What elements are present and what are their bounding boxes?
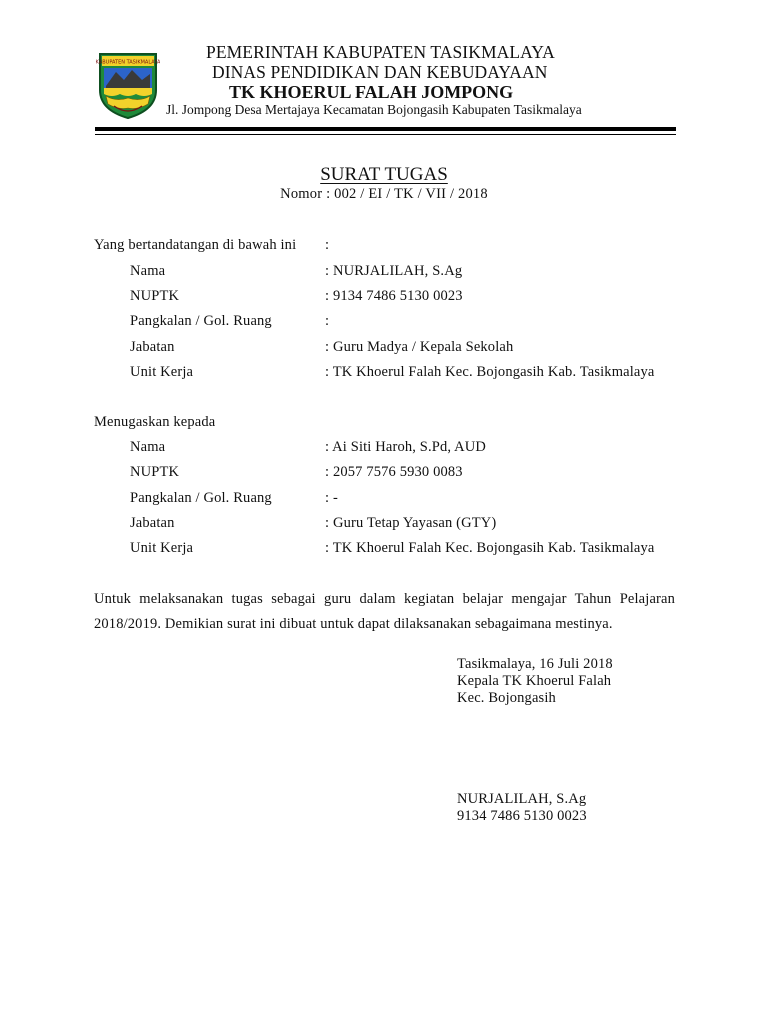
letterhead-address: Jl. Jompong Desa Mertajaya Kecamatan Bojongasih Kabupaten Tasikmalaya xyxy=(166,102,582,117)
signature-name: NURJALILAH, S.Ag xyxy=(457,791,587,807)
assignee-unit-value: : TK Khoerul Falah Kec. Bojongasih Kab. Tasikmalaya xyxy=(325,540,655,556)
letterhead-school-name: TK KHOERUL FALAH JOMPONG xyxy=(229,82,514,102)
assignee-rank-label: Pangkalan / Gol. Ruang xyxy=(130,490,272,506)
assignee-position-label: Jabatan xyxy=(130,515,175,531)
signer-name-label: Nama xyxy=(130,263,166,279)
signature-nuptk: 9134 7486 5130 0023 xyxy=(457,808,587,824)
assignee-position-value: : Guru Tetap Yayasan (GTY) xyxy=(325,515,497,531)
assignee-rank-value: : - xyxy=(325,490,338,506)
tasikmalaya-logo xyxy=(96,50,160,120)
assignee-nuptk-label: NUPTK xyxy=(130,464,180,480)
signer-intro-colon: : xyxy=(325,237,330,253)
assignee-name-label: Nama xyxy=(130,439,166,455)
signer-name-value: : NURJALILAH, S.Ag xyxy=(325,263,463,279)
signer-nuptk-value: : 9134 7486 5130 0023 xyxy=(325,288,463,304)
letterhead-divider-thick xyxy=(95,127,676,131)
letterhead-line-2: DINAS PENDIDIKAN DAN KEBUDAYAAN xyxy=(212,62,548,82)
signer-position-value: : Guru Madya / Kepala Sekolah xyxy=(325,339,514,355)
signer-unit-label: Unit Kerja xyxy=(130,364,194,380)
document-title: SURAT TUGAS xyxy=(320,164,448,185)
signer-unit-value: : TK Khoerul Falah Kec. Bojongasih Kab. Tasikmalaya xyxy=(325,364,655,380)
signer-rank-label: Pangkalan / Gol. Ruang xyxy=(130,313,272,329)
signer-nuptk-label: NUPTK xyxy=(130,288,180,304)
logo-text: KABUPATEN TASIKMALAYA xyxy=(96,59,160,66)
letterhead-divider-thin xyxy=(95,134,676,135)
assignee-nuptk-value: : 2057 7576 5930 0083 xyxy=(325,464,463,480)
document-number: Nomor : 002 / EI / TK / VII / 2018 xyxy=(280,186,488,202)
signer-intro: Yang bertandatangan di bawah ini xyxy=(94,237,297,253)
signer-position-label: Jabatan xyxy=(130,339,175,355)
signature-place-date: Tasikmalaya, 16 Juli 2018 xyxy=(457,656,613,672)
signer-rank-value: : xyxy=(325,313,330,329)
letterhead-line-1: PEMERINTAH KABUPATEN TASIKMALAYA xyxy=(206,42,555,62)
signature-district: Kec. Bojongasih xyxy=(457,690,556,706)
signature-position: Kepala TK Khoerul Falah xyxy=(457,673,612,689)
assignment-paragraph: Untuk melaksanakan tugas sebagai guru dalam kegiatan belajar mengajar Tahun Pelajaran 2018/2019. Demikian surat ini dibuat untuk dapat dilaksanakan sebagaimana mestinya. xyxy=(94,591,675,632)
assignee-name-value: : Ai Siti Haroh, S.Pd, AUD xyxy=(325,439,487,455)
assignee-unit-label: Unit Kerja xyxy=(130,540,194,556)
assignee-intro: Menugaskan kepada xyxy=(94,414,216,430)
